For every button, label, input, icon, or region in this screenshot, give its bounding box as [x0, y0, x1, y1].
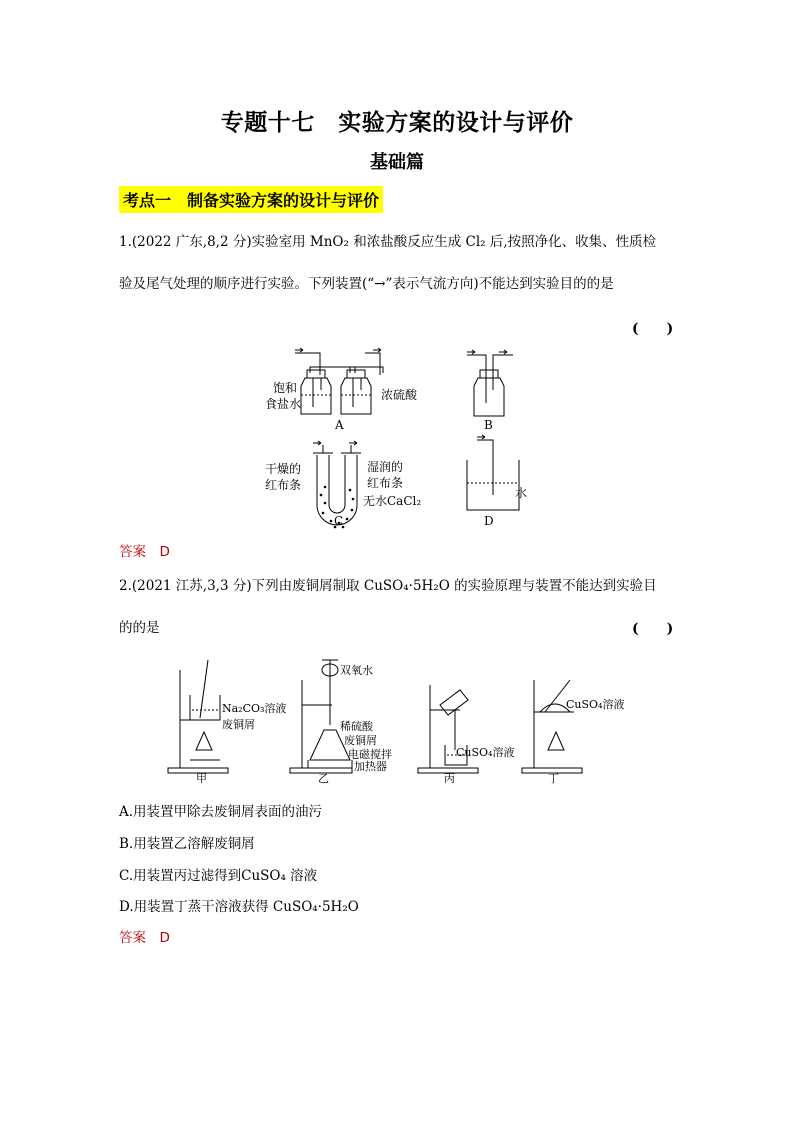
fig1-label-d-water: 水 [515, 486, 528, 500]
fig2-label-ding-1: CuSO₄溶液 [566, 698, 625, 711]
fig1-label-b: B [484, 418, 493, 432]
section-heading: 考点一 制备实验方案的设计与评价 [119, 186, 383, 213]
fig1-label-c-right2: 红布条 [367, 476, 404, 490]
page-title: 专题十七 实验方案的设计与评价 [220, 110, 574, 136]
fig1-label-a-left1: 饱和 [273, 381, 298, 395]
q2-text-line1: 2.(2021 江苏,3,3 分)下列由废铜屑制取 CuSO₄·5H₂O 的实验原理与装置不能达到实验目 [119, 578, 657, 594]
q2-option-d: D.用装置丁蒸干溶液获得 CuSO₄·5H₂O [119, 899, 359, 915]
q1-answer: 答案 D [119, 544, 170, 560]
q1-answer-blank: ( ) [632, 321, 674, 337]
q2-apparatus-figure [160, 650, 640, 785]
q2-answer-blank: ( ) [632, 621, 674, 637]
q1-text-line2: 验及尾气处理的顺序进行实验。下列装置(“→”表示气流方向)不能达到实验目的的是 [119, 276, 614, 292]
fig2-label-ding: 丁 [548, 772, 559, 785]
fig1-label-a: A [335, 418, 344, 432]
fig2-label-jia: 甲 [196, 772, 207, 785]
fig1-label-c-left2: 红布条 [265, 478, 302, 492]
fig1-label-c-left1: 干燥的 [265, 462, 302, 476]
q2-option-a: A.用装置甲除去废铜屑表面的油污 [119, 804, 323, 820]
page-subtitle: 基础篇 [370, 152, 424, 173]
fig1-label-a-right: 浓硫酸 [381, 388, 418, 402]
fig2-label-bing-1: CuSO₄溶液 [456, 746, 515, 759]
fig2-label-yi-1: 双氧水 [340, 664, 373, 677]
fig2-label-yi-3: 废铜屑 [344, 734, 377, 747]
q2-option-b: B.用装置乙溶解废铜屑 [119, 836, 255, 852]
q1-apparatus-figure [255, 345, 528, 530]
fig1-label-d: D [484, 514, 494, 528]
fig2-label-bing: 丙 [444, 772, 455, 785]
fig1-label-a-left2: 食盐水 [265, 397, 302, 411]
q2-answer: 答案 D [119, 930, 170, 946]
fig2-label-yi: 乙 [318, 772, 329, 785]
fig2-label-yi-5: 加热器 [354, 760, 387, 773]
fig1-label-c-right1: 湿润的 [367, 460, 404, 474]
q2-option-c: C.用装置丙过滤得到CuSO₄ 溶液 [119, 868, 318, 884]
fig2-label-yi-2: 稀硫酸 [340, 720, 373, 733]
q2-text-line2: 的的是 [119, 620, 160, 636]
fig2-label-yi-4: 电磁搅拌 [348, 748, 392, 761]
fig2-label-jia-1: Na₂CO₃溶液 [222, 702, 287, 715]
q1-text-line1: 1.(2022 广东,8,2 分)实验室用 MnO₂ 和浓盐酸反应生成 Cl₂ 后,按照净化、收集、性质检 [119, 234, 657, 250]
fig1-label-c: C [334, 514, 344, 528]
fig1-label-c-right3: 无水CaCl₂ [363, 494, 422, 508]
fig2-label-jia-2: 废铜屑 [222, 718, 255, 731]
